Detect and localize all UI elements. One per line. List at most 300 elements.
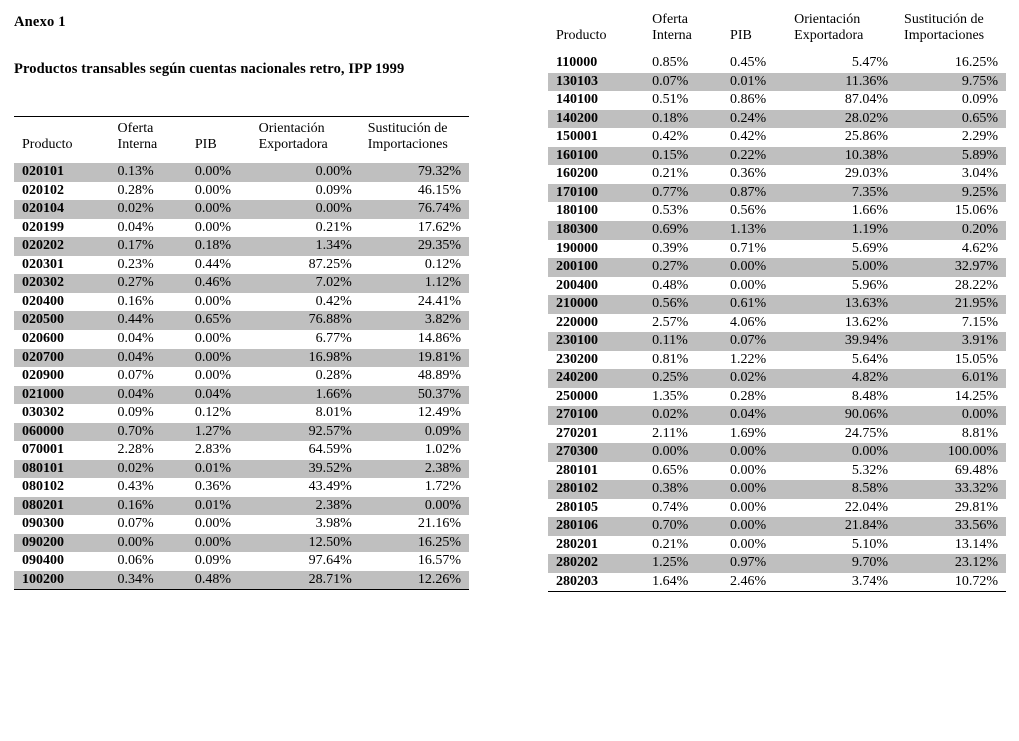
cell-oferta-interna: 2.57%: [644, 314, 722, 333]
table-row: [14, 441, 469, 460]
cell-sustitucion-importaciones: 76.74%: [360, 200, 469, 219]
cell-sustitucion-importaciones: 0.65%: [896, 110, 1006, 129]
cell-producto: 220000: [548, 314, 644, 333]
cell-pib: 0.00%: [722, 536, 786, 555]
transables-table-left: [14, 116, 469, 590]
cell-producto: 270100: [548, 406, 644, 425]
cell-orientacion-exportadora: 8.01%: [251, 404, 360, 423]
cell-oferta-interna: 0.07%: [110, 367, 187, 386]
table-row: [548, 277, 1006, 296]
cell-oferta-interna: 0.00%: [644, 443, 722, 462]
cell-oferta-interna: 0.06%: [110, 552, 187, 571]
cell-oferta-interna: 0.02%: [110, 460, 187, 479]
cell-orientacion-exportadora: 12.50%: [251, 534, 360, 553]
cell-sustitucion-importaciones: 100.00%: [896, 443, 1006, 462]
cell-orientacion-exportadora: 7.02%: [251, 274, 360, 293]
cell-oferta-interna: 0.44%: [110, 311, 187, 330]
cell-producto: 090400: [14, 552, 110, 571]
cell-pib: 0.22%: [722, 147, 786, 166]
table-row: [548, 314, 1006, 333]
cell-pib: 0.12%: [187, 404, 251, 423]
cell-sustitucion-importaciones: 28.22%: [896, 277, 1006, 296]
cell-oferta-interna: 0.04%: [110, 330, 187, 349]
cell-oferta-interna: 0.74%: [644, 499, 722, 518]
cell-sustitucion-importaciones: 3.82%: [360, 311, 469, 330]
cell-pib: 0.24%: [722, 110, 786, 129]
table-row: [14, 256, 469, 275]
cell-pib: 0.01%: [187, 497, 251, 516]
cell-producto: 080102: [14, 478, 110, 497]
cell-producto: 020202: [14, 237, 110, 256]
cell-sustitucion-importaciones: 15.05%: [896, 351, 1006, 370]
cell-pib: 1.13%: [722, 221, 786, 240]
cell-oferta-interna: 0.13%: [110, 163, 187, 182]
table-row: [548, 554, 1006, 573]
table-row: [548, 462, 1006, 481]
cell-oferta-interna: 0.85%: [644, 54, 722, 73]
cell-producto: 020500: [14, 311, 110, 330]
cell-producto: 130103: [548, 73, 644, 92]
cell-sustitucion-importaciones: 21.16%: [360, 515, 469, 534]
cell-producto: 190000: [548, 240, 644, 259]
cell-producto: 020900: [14, 367, 110, 386]
cell-pib: 0.00%: [187, 219, 251, 238]
cell-producto: 280201: [548, 536, 644, 555]
cell-orientacion-exportadora: 1.19%: [786, 221, 896, 240]
cell-pib: 0.00%: [187, 367, 251, 386]
cell-producto: 021000: [14, 386, 110, 405]
column-header-orientacion-line2: Exportadora: [794, 27, 864, 43]
table-row: [14, 534, 469, 553]
cell-producto: 150001: [548, 128, 644, 147]
cell-producto: 020301: [14, 256, 110, 275]
cell-orientacion-exportadora: 5.10%: [786, 536, 896, 555]
cell-pib: 0.00%: [722, 462, 786, 481]
table-header-row: [14, 117, 469, 158]
cell-oferta-interna: 0.16%: [110, 497, 187, 516]
cell-producto: 020104: [14, 200, 110, 219]
cell-producto: 090200: [14, 534, 110, 553]
table-row: [14, 237, 469, 256]
table-row: [14, 404, 469, 423]
cell-pib: 0.00%: [722, 277, 786, 296]
cell-pib: 0.56%: [722, 202, 786, 221]
cell-orientacion-exportadora: 21.84%: [786, 517, 896, 536]
cell-sustitucion-importaciones: 13.14%: [896, 536, 1006, 555]
cell-sustitucion-importaciones: 5.89%: [896, 147, 1006, 166]
cell-producto: 180100: [548, 202, 644, 221]
cell-oferta-interna: 0.02%: [644, 406, 722, 425]
cell-pib: 0.48%: [187, 571, 251, 590]
cell-producto: 140100: [548, 91, 644, 110]
cell-pib: 0.61%: [722, 295, 786, 314]
cell-sustitucion-importaciones: 0.09%: [360, 423, 469, 442]
cell-producto: 280102: [548, 480, 644, 499]
cell-oferta-interna: 0.23%: [110, 256, 187, 275]
cell-orientacion-exportadora: 43.49%: [251, 478, 360, 497]
cell-sustitucion-importaciones: 8.81%: [896, 425, 1006, 444]
cell-producto: 020600: [14, 330, 110, 349]
table-row: [14, 219, 469, 238]
cell-sustitucion-importaciones: 0.00%: [896, 406, 1006, 425]
column-header-orientacion-line1: Orientación: [794, 12, 861, 27]
cell-producto: 250000: [548, 388, 644, 407]
column-header-orientacion-line1: Orientación: [258, 121, 325, 136]
column-header-oferta-interna: [110, 117, 187, 158]
cell-producto: 280106: [548, 517, 644, 536]
cell-pib: 0.36%: [722, 165, 786, 184]
cell-pib: 0.65%: [187, 311, 251, 330]
table-row: [548, 443, 1006, 462]
cell-sustitucion-importaciones: 4.62%: [896, 240, 1006, 259]
cell-oferta-interna: 0.16%: [110, 293, 187, 312]
table-row: [14, 311, 469, 330]
cell-producto: 270300: [548, 443, 644, 462]
cell-sustitucion-importaciones: 32.97%: [896, 258, 1006, 277]
table-row: [548, 295, 1006, 314]
table-row: [14, 200, 469, 219]
table-row: [548, 480, 1006, 499]
cell-sustitucion-importaciones: 2.29%: [896, 128, 1006, 147]
cell-producto: 020102: [14, 182, 110, 201]
left-column: [14, 14, 469, 590]
cell-orientacion-exportadora: 64.59%: [251, 441, 360, 460]
table-row: [548, 369, 1006, 388]
table-row: [548, 517, 1006, 536]
table-row: [548, 91, 1006, 110]
cell-sustitucion-importaciones: 9.25%: [896, 184, 1006, 203]
cell-pib: 0.01%: [722, 73, 786, 92]
cell-pib: 1.22%: [722, 351, 786, 370]
cell-orientacion-exportadora: 0.00%: [786, 443, 896, 462]
cell-oferta-interna: 0.09%: [110, 404, 187, 423]
cell-orientacion-exportadora: 5.32%: [786, 462, 896, 481]
cell-orientacion-exportadora: 2.38%: [251, 497, 360, 516]
cell-producto: 110000: [548, 54, 644, 73]
cell-pib: 1.27%: [187, 423, 251, 442]
cell-orientacion-exportadora: 87.04%: [786, 91, 896, 110]
cell-orientacion-exportadora: 87.25%: [251, 256, 360, 275]
cell-sustitucion-importaciones: 16.25%: [360, 534, 469, 553]
cell-oferta-interna: 2.11%: [644, 425, 722, 444]
cell-pib: 2.83%: [187, 441, 251, 460]
cell-orientacion-exportadora: 5.64%: [786, 351, 896, 370]
table-row: [14, 423, 469, 442]
column-header-orientacion-exportadora: [251, 117, 360, 158]
cell-producto: 280202: [548, 554, 644, 573]
table-row: [548, 110, 1006, 129]
cell-orientacion-exportadora: 76.88%: [251, 311, 360, 330]
table-row: [548, 573, 1006, 592]
column-header-orientacion-line2: Exportadora: [258, 136, 328, 152]
table-row: [548, 221, 1006, 240]
cell-producto: 180300: [548, 221, 644, 240]
cell-orientacion-exportadora: 8.48%: [786, 388, 896, 407]
cell-sustitucion-importaciones: 3.04%: [896, 165, 1006, 184]
cell-sustitucion-importaciones: 23.12%: [896, 554, 1006, 573]
cell-producto: 270201: [548, 425, 644, 444]
cell-sustitucion-importaciones: 6.01%: [896, 369, 1006, 388]
cell-sustitucion-importaciones: 0.09%: [896, 91, 1006, 110]
column-header-producto: Producto: [548, 8, 644, 48]
cell-sustitucion-importaciones: 0.20%: [896, 221, 1006, 240]
cell-oferta-interna: 0.07%: [644, 73, 722, 92]
cell-oferta-interna: 0.00%: [110, 534, 187, 553]
cell-orientacion-exportadora: 22.04%: [786, 499, 896, 518]
cell-orientacion-exportadora: 0.42%: [251, 293, 360, 312]
column-header-producto: Producto: [14, 117, 110, 158]
cell-pib: 0.97%: [722, 554, 786, 573]
table-row: [548, 184, 1006, 203]
cell-oferta-interna: 0.17%: [110, 237, 187, 256]
table-row: [548, 351, 1006, 370]
cell-pib: 0.00%: [187, 200, 251, 219]
cell-oferta-interna: 0.28%: [110, 182, 187, 201]
cell-sustitucion-importaciones: 12.26%: [360, 571, 469, 590]
cell-sustitucion-importaciones: 1.12%: [360, 274, 469, 293]
cell-sustitucion-importaciones: 2.38%: [360, 460, 469, 479]
right-column: [548, 8, 1006, 592]
cell-oferta-interna: 0.42%: [644, 128, 722, 147]
cell-oferta-interna: 2.28%: [110, 441, 187, 460]
cell-pib: 0.45%: [722, 54, 786, 73]
column-header-sustitucion-line1: Sustitución de: [367, 121, 448, 136]
cell-oferta-interna: 0.77%: [644, 184, 722, 203]
cell-pib: 0.00%: [187, 534, 251, 553]
cell-sustitucion-importaciones: 0.12%: [360, 256, 469, 275]
cell-producto: 070001: [14, 441, 110, 460]
cell-oferta-interna: 0.07%: [110, 515, 187, 534]
cell-pib: 0.00%: [187, 349, 251, 368]
cell-pib: 0.04%: [187, 386, 251, 405]
cell-pib: 0.28%: [722, 388, 786, 407]
table-row: [14, 163, 469, 182]
cell-orientacion-exportadora: 28.02%: [786, 110, 896, 129]
table-row: [548, 536, 1006, 555]
cell-orientacion-exportadora: 5.47%: [786, 54, 896, 73]
cell-producto: 230100: [548, 332, 644, 351]
cell-producto: 080201: [14, 497, 110, 516]
table-row: [548, 332, 1006, 351]
cell-orientacion-exportadora: 10.38%: [786, 147, 896, 166]
cell-pib: 0.00%: [722, 258, 786, 277]
cell-sustitucion-importaciones: 12.49%: [360, 404, 469, 423]
column-header-sustitucion-line2: Importaciones: [367, 136, 448, 152]
cell-producto: 090300: [14, 515, 110, 534]
cell-oferta-interna: 0.70%: [644, 517, 722, 536]
cell-sustitucion-importaciones: 33.56%: [896, 517, 1006, 536]
cell-oferta-interna: 0.04%: [110, 219, 187, 238]
cell-oferta-interna: 0.48%: [644, 277, 722, 296]
cell-sustitucion-importaciones: 7.15%: [896, 314, 1006, 333]
cell-pib: 0.18%: [187, 237, 251, 256]
cell-orientacion-exportadora: 92.57%: [251, 423, 360, 442]
table-row: [14, 367, 469, 386]
cell-orientacion-exportadora: 39.52%: [251, 460, 360, 479]
table-row: [14, 274, 469, 293]
table-header-right: [548, 8, 1006, 54]
cell-pib: 0.00%: [187, 515, 251, 534]
table-body-right: [548, 54, 1006, 591]
cell-oferta-interna: 0.27%: [110, 274, 187, 293]
table-row: [14, 552, 469, 571]
cell-orientacion-exportadora: 25.86%: [786, 128, 896, 147]
column-header-pib: PIB: [187, 117, 251, 158]
cell-sustitucion-importaciones: 9.75%: [896, 73, 1006, 92]
column-header-sustitucion-importaciones: [360, 117, 469, 158]
cell-pib: 0.07%: [722, 332, 786, 351]
cell-pib: 0.00%: [187, 182, 251, 201]
cell-oferta-interna: 0.69%: [644, 221, 722, 240]
page-title: Productos transables según cuentas nacionales retro, IPP 1999: [14, 61, 405, 77]
cell-orientacion-exportadora: 0.00%: [251, 200, 360, 219]
cell-producto: 080101: [14, 460, 110, 479]
cell-orientacion-exportadora: 13.62%: [786, 314, 896, 333]
cell-sustitucion-importaciones: 15.06%: [896, 202, 1006, 221]
table-row: [14, 571, 469, 590]
cell-sustitucion-importaciones: 46.15%: [360, 182, 469, 201]
cell-orientacion-exportadora: 5.96%: [786, 277, 896, 296]
cell-sustitucion-importaciones: 19.81%: [360, 349, 469, 368]
cell-oferta-interna: 1.25%: [644, 554, 722, 573]
column-header-oferta-interna-line1: Oferta: [652, 12, 688, 27]
cell-oferta-interna: 0.21%: [644, 536, 722, 555]
table-row: [14, 182, 469, 201]
cell-pib: 0.00%: [187, 293, 251, 312]
cell-sustitucion-importaciones: 16.25%: [896, 54, 1006, 73]
cell-producto: 230200: [548, 351, 644, 370]
cell-orientacion-exportadora: 4.82%: [786, 369, 896, 388]
cell-oferta-interna: 0.81%: [644, 351, 722, 370]
table-row: [548, 258, 1006, 277]
cell-oferta-interna: 0.53%: [644, 202, 722, 221]
cell-oferta-interna: 0.15%: [644, 147, 722, 166]
cell-orientacion-exportadora: 1.66%: [251, 386, 360, 405]
cell-pib: 0.01%: [187, 460, 251, 479]
cell-producto: 170100: [548, 184, 644, 203]
cell-orientacion-exportadora: 97.64%: [251, 552, 360, 571]
cell-producto: 060000: [14, 423, 110, 442]
cell-pib: 0.04%: [722, 406, 786, 425]
column-header-sustitucion-line2: Importaciones: [904, 27, 985, 43]
cell-pib: 0.86%: [722, 91, 786, 110]
cell-orientacion-exportadora: 8.58%: [786, 480, 896, 499]
cell-pib: 0.87%: [722, 184, 786, 203]
table-row: [14, 293, 469, 312]
cell-oferta-interna: 0.38%: [644, 480, 722, 499]
cell-orientacion-exportadora: 3.74%: [786, 573, 896, 592]
cell-orientacion-exportadora: 39.94%: [786, 332, 896, 351]
table-header-left: [14, 117, 469, 164]
table-row: [548, 165, 1006, 184]
table-row: [548, 128, 1006, 147]
cell-pib: 0.36%: [187, 478, 251, 497]
table-row: [548, 388, 1006, 407]
cell-producto: 020400: [14, 293, 110, 312]
cell-pib: 0.44%: [187, 256, 251, 275]
cell-orientacion-exportadora: 29.03%: [786, 165, 896, 184]
cell-pib: 0.00%: [187, 330, 251, 349]
cell-oferta-interna: 0.25%: [644, 369, 722, 388]
cell-pib: 0.42%: [722, 128, 786, 147]
cell-orientacion-exportadora: 3.98%: [251, 515, 360, 534]
cell-oferta-interna: 0.04%: [110, 349, 187, 368]
cell-sustitucion-importaciones: 3.91%: [896, 332, 1006, 351]
cell-sustitucion-importaciones: 29.81%: [896, 499, 1006, 518]
table-row: [548, 406, 1006, 425]
cell-pib: 1.69%: [722, 425, 786, 444]
cell-oferta-interna: 0.02%: [110, 200, 187, 219]
cell-pib: 2.46%: [722, 573, 786, 592]
column-header-orientacion-exportadora: [786, 8, 896, 48]
cell-orientacion-exportadora: 24.75%: [786, 425, 896, 444]
column-header-oferta-interna: [644, 8, 722, 48]
cell-producto: 020302: [14, 274, 110, 293]
cell-oferta-interna: 0.51%: [644, 91, 722, 110]
cell-orientacion-exportadora: 5.69%: [786, 240, 896, 259]
cell-pib: 0.00%: [722, 480, 786, 499]
cell-pib: 0.46%: [187, 274, 251, 293]
table-row: [14, 515, 469, 534]
cell-producto: 280105: [548, 499, 644, 518]
table-row: [14, 497, 469, 516]
table-row: [14, 460, 469, 479]
cell-orientacion-exportadora: 0.21%: [251, 219, 360, 238]
cell-oferta-interna: 0.27%: [644, 258, 722, 277]
cell-oferta-interna: 0.04%: [110, 386, 187, 405]
table-row: [548, 425, 1006, 444]
cell-sustitucion-importaciones: 14.25%: [896, 388, 1006, 407]
cell-oferta-interna: 0.43%: [110, 478, 187, 497]
table-header-row: [548, 8, 1006, 48]
column-header-pib: PIB: [722, 8, 786, 48]
cell-oferta-interna: 0.11%: [644, 332, 722, 351]
cell-oferta-interna: 0.65%: [644, 462, 722, 481]
cell-producto: 160100: [548, 147, 644, 166]
cell-sustitucion-importaciones: 24.41%: [360, 293, 469, 312]
annex-label: Anexo 1: [14, 14, 66, 30]
cell-oferta-interna: 0.18%: [644, 110, 722, 129]
cell-pib: 0.00%: [722, 517, 786, 536]
cell-orientacion-exportadora: 13.63%: [786, 295, 896, 314]
cell-producto: 240200: [548, 369, 644, 388]
cell-pib: 0.00%: [722, 499, 786, 518]
cell-sustitucion-importaciones: 17.62%: [360, 219, 469, 238]
cell-producto: 160200: [548, 165, 644, 184]
cell-sustitucion-importaciones: 10.72%: [896, 573, 1006, 592]
table-row: [548, 54, 1006, 73]
cell-orientacion-exportadora: 0.09%: [251, 182, 360, 201]
column-header-oferta-interna-line1: Oferta: [117, 121, 154, 136]
table-row: [14, 478, 469, 497]
cell-pib: 0.02%: [722, 369, 786, 388]
cell-orientacion-exportadora: 6.77%: [251, 330, 360, 349]
cell-orientacion-exportadora: 9.70%: [786, 554, 896, 573]
cell-producto: 020700: [14, 349, 110, 368]
table-row: [548, 147, 1006, 166]
cell-pib: 0.00%: [722, 443, 786, 462]
table-row: [548, 202, 1006, 221]
cell-pib: 0.71%: [722, 240, 786, 259]
table-body-left: [14, 163, 469, 589]
cell-orientacion-exportadora: 7.35%: [786, 184, 896, 203]
cell-sustitucion-importaciones: 14.86%: [360, 330, 469, 349]
cell-orientacion-exportadora: 16.98%: [251, 349, 360, 368]
cell-sustitucion-importaciones: 16.57%: [360, 552, 469, 571]
column-header-sustitucion-line1: Sustitución de: [904, 12, 984, 27]
cell-producto: 200400: [548, 277, 644, 296]
column-header-sustitucion-importaciones: [896, 8, 1006, 48]
